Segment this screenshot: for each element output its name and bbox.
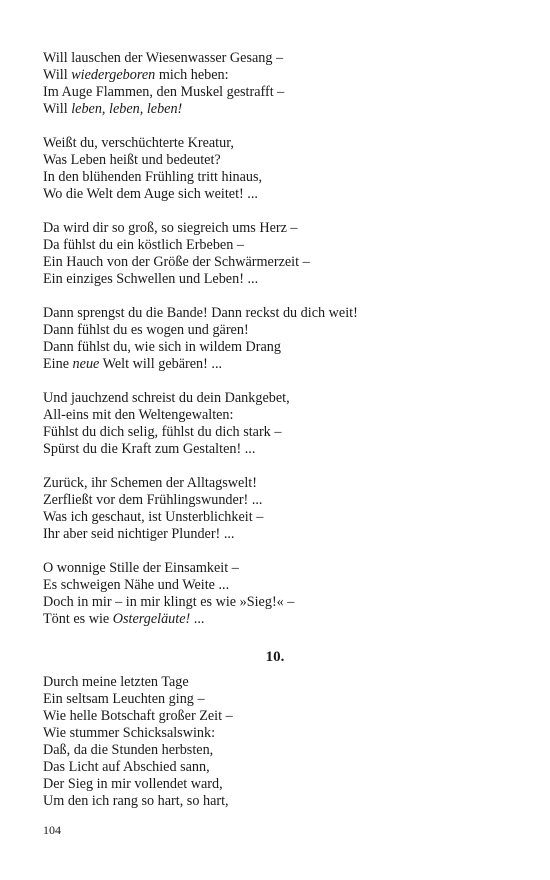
stanza	[43, 50, 513, 118]
text-segment: Das Licht auf Abschied sann,	[43, 759, 210, 775]
poem-line	[43, 759, 513, 776]
poem-line	[43, 725, 513, 742]
poem-line	[43, 135, 513, 152]
text-segment: All-eins mit den Weltengewalten:	[43, 407, 234, 423]
stanza	[43, 560, 513, 628]
text-segment: ...	[190, 611, 205, 627]
text-segment: Will	[43, 67, 72, 83]
text-segment: Was Leben heißt und bedeutet?	[43, 152, 221, 168]
poem-line	[43, 152, 513, 169]
poem-line	[43, 594, 513, 611]
page-number: 104	[43, 823, 61, 837]
poem-line	[43, 509, 513, 526]
text-segment: Um den ich rang so hart, so hart,	[43, 793, 229, 809]
stanza	[43, 220, 513, 288]
text-segment: Welt will gebären! ...	[99, 356, 223, 372]
poem-line	[43, 237, 513, 254]
poem-part-2	[43, 674, 513, 827]
poem-line	[43, 271, 513, 288]
text-segment: Wie helle Botschaft großer Zeit –	[43, 708, 233, 724]
poem-line	[43, 776, 513, 793]
poem-line	[43, 742, 513, 759]
poem-line	[43, 611, 513, 628]
text-segment: Ein seltsam Leuchten ging –	[43, 691, 205, 707]
text-segment: Weißt du, verschüchterte Kreatur,	[43, 135, 234, 151]
text-segment: Fühlst du dich selig, fühlst du dich stark –	[43, 424, 282, 440]
poem-line	[43, 560, 513, 577]
poem-part-1	[43, 50, 513, 645]
text-segment: Und jauchzend schreist du dein Dankgebet,	[43, 390, 290, 406]
poem-line	[43, 424, 513, 441]
text-segment: Wie stummer Schicksalswink:	[43, 725, 216, 741]
text-segment: Will	[43, 101, 72, 117]
text-segment: Daß, da die Stunden herbsten,	[43, 742, 214, 758]
poem-line	[43, 101, 513, 118]
text-segment: Im Auge Flammen, den Muskel gestrafft –	[43, 84, 285, 100]
text-segment: In den blühenden Frühling tritt hinaus,	[43, 169, 263, 185]
text-segment: Zurück, ihr Schemen der Alltagswelt!	[43, 475, 257, 491]
poem-line	[43, 691, 513, 708]
text-segment: Da fühlst du ein köstlich Erbeben –	[43, 237, 244, 253]
text-segment: mich heben:	[155, 67, 229, 83]
poem-line	[43, 254, 513, 271]
text-segment: Eine	[43, 356, 73, 372]
text-segment: Da wird dir so groß, so siegreich ums Herz –	[43, 220, 298, 236]
poem-line	[43, 356, 513, 373]
text-segment: Es schweigen Nähe und Weite ...	[43, 577, 230, 593]
poem-line	[43, 220, 513, 237]
stanza	[43, 390, 513, 458]
poem-line	[43, 793, 513, 810]
text-segment: Doch in mir – in mir klingt es wie »Sieg!« –	[43, 594, 295, 610]
poem-line	[43, 390, 513, 407]
poem-line	[43, 84, 513, 101]
text-segment: Der Sieg in mir vollendet ward,	[43, 776, 223, 792]
stanza	[43, 305, 513, 373]
stanza	[43, 674, 513, 810]
poem-line	[43, 322, 513, 339]
poem-line	[43, 50, 513, 67]
poem-line	[43, 305, 513, 322]
text-segment: Dann sprengst du die Bande! Dann reckst du dich weit!	[43, 305, 358, 321]
italic-text: neue	[72, 356, 100, 372]
text-segment: Zerfließt vor dem Frühlingswunder! ...	[43, 492, 263, 508]
stanza	[43, 135, 513, 203]
text-segment: Ein einziges Schwellen und Leben! ...	[43, 271, 259, 287]
poem-line	[43, 577, 513, 594]
text-segment: O wonnige Stille der Einsamkeit –	[43, 560, 239, 576]
text-segment: Wo die Welt dem Auge sich weitet! ...	[43, 186, 258, 202]
italic-text: leben, leben, leben!	[71, 101, 183, 117]
text-segment: Durch meine letzten Tage	[43, 674, 189, 690]
poem-line	[43, 169, 513, 186]
poem-line	[43, 708, 513, 725]
poem-line	[43, 339, 513, 356]
poem-line	[43, 441, 513, 458]
text-segment: Ihr aber seid nichtiger Plunder! ...	[43, 526, 235, 542]
text-segment: Dann fühlst du es wogen und gären!	[43, 322, 249, 338]
text-segment: Was ich geschaut, ist Unsterblichkeit –	[43, 509, 264, 525]
poem-line	[43, 674, 513, 691]
poem-line	[43, 186, 513, 203]
text-segment: Will lauschen der Wiesenwasser Gesang –	[43, 50, 284, 66]
section-heading: 10.	[265, 649, 285, 665]
text-segment: Spürst du die Kraft zum Gestalten! ...	[43, 441, 256, 457]
poem-line	[43, 492, 513, 509]
italic-text: wiedergeboren	[71, 67, 156, 83]
text-segment: Dann fühlst du, wie sich in wildem Drang	[43, 339, 281, 355]
stanza	[43, 475, 513, 543]
italic-text: Ostergeläute!	[112, 611, 191, 627]
text-segment: Ein Hauch von der Größe der Schwärmerzeit –	[43, 254, 310, 270]
text-segment: Tönt es wie	[43, 611, 113, 627]
poem-line	[43, 67, 513, 84]
poem-line	[43, 475, 513, 492]
poem-line	[43, 407, 513, 424]
poem-line	[43, 526, 513, 543]
